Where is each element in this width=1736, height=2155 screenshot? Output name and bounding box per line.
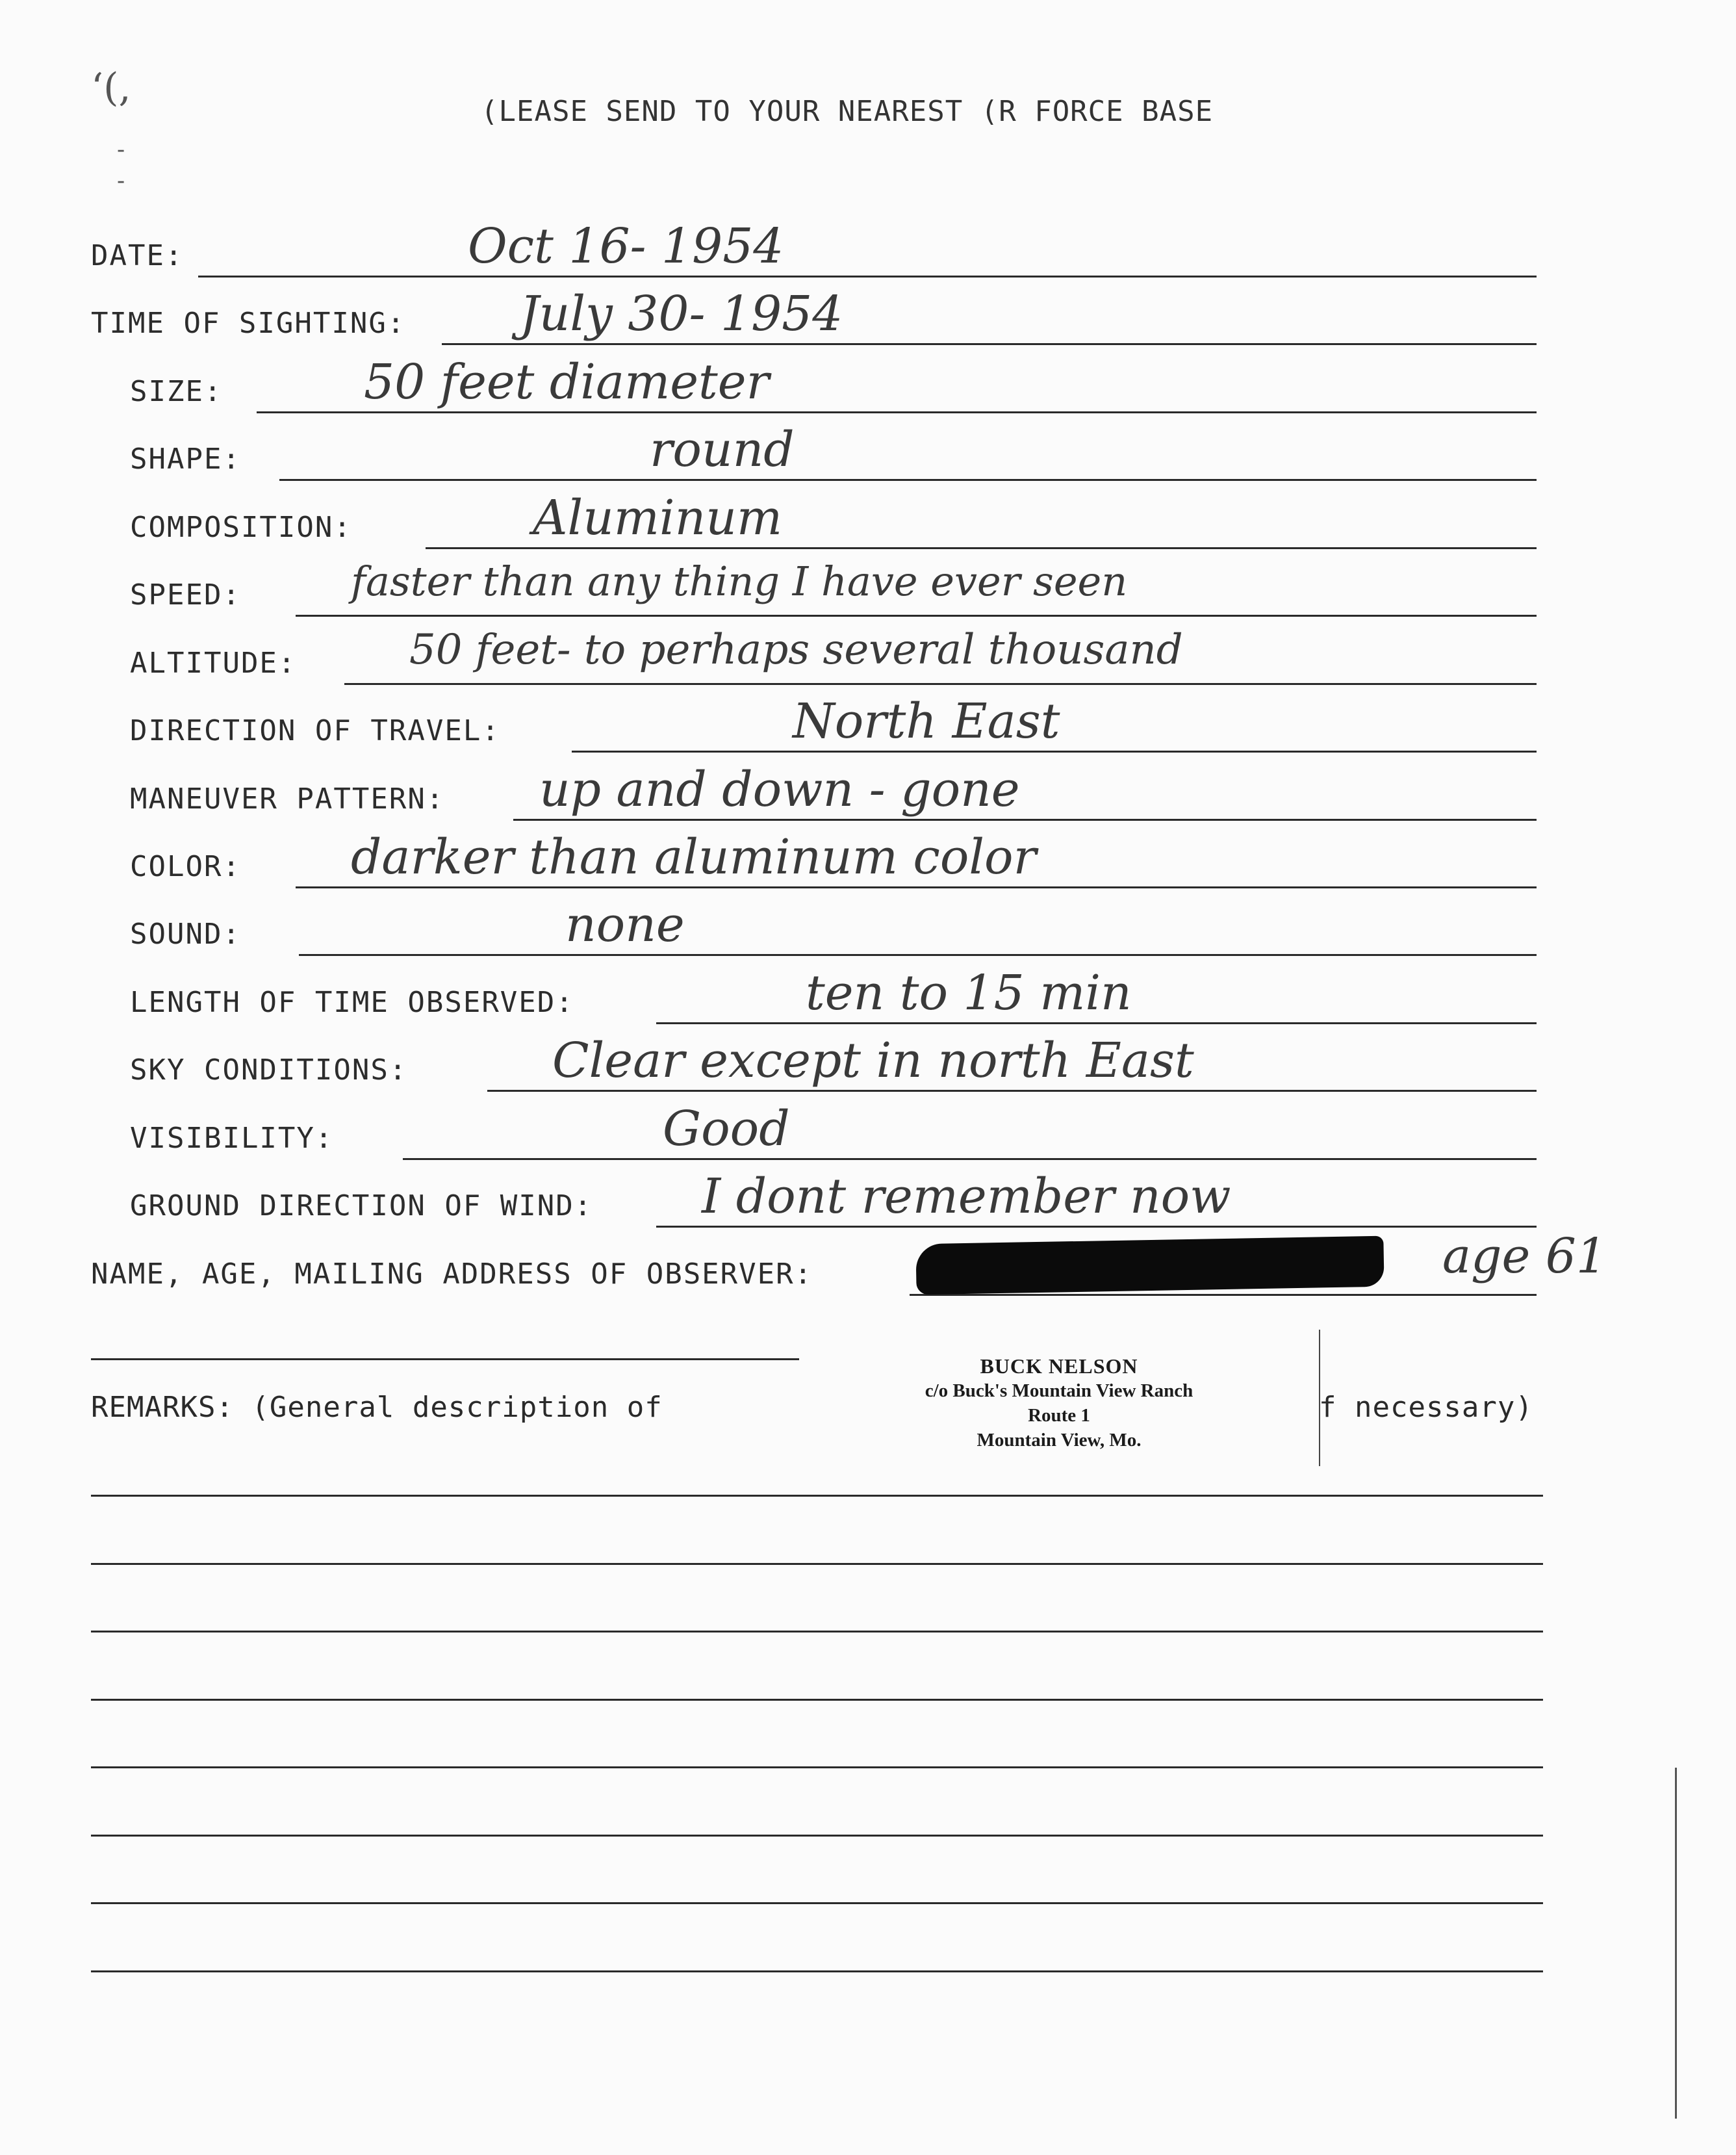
field-line — [344, 683, 1537, 685]
field-label: GROUND DIRECTION OF WIND: — [130, 1189, 593, 1222]
field-line — [442, 343, 1537, 345]
field-value: 50 feet- to perhaps several thousand — [409, 626, 1183, 674]
field-label: SPEED: — [130, 578, 241, 612]
margin-mark: - — [117, 168, 125, 194]
field-value: I dont remember now — [702, 1168, 1231, 1224]
field-label: COLOR: — [130, 850, 241, 883]
field-line — [513, 819, 1537, 821]
scan-edge-line — [1675, 1768, 1677, 2119]
field-date — [0, 218, 1736, 296]
field-label: TIME OF SIGHTING: — [91, 307, 406, 340]
remarks-line — [91, 1835, 1543, 1837]
field-label: LENGTH OF TIME OBSERVED: — [130, 986, 574, 1019]
margin-mark: ‘(, — [91, 65, 131, 110]
field-value: Good — [663, 1101, 790, 1157]
remarks-line — [91, 1766, 1543, 1768]
field-direction-of-travel — [0, 693, 1736, 771]
form-header: (LEASE SEND TO YOUR NEAREST (R FORCE BASE — [481, 95, 1214, 128]
stamp-line: Route 1 — [1028, 1405, 1090, 1426]
field-value: 50 feet diameter — [364, 354, 769, 410]
field-value: faster than any thing I have ever seen — [351, 558, 1128, 605]
field-sound — [0, 897, 1736, 974]
field-value: none — [565, 897, 685, 953]
field-value: ten to 15 min — [806, 965, 1132, 1021]
field-value: Aluminum — [533, 490, 783, 546]
remarks-label: REMARKS: (General description of — [91, 1391, 663, 1424]
field-line — [426, 547, 1537, 549]
margin-mark: - — [117, 136, 125, 163]
field-label: DATE: — [91, 239, 184, 272]
field-line — [656, 1022, 1537, 1024]
stamp-divider — [1319, 1330, 1320, 1466]
field-value: North East — [793, 693, 1060, 749]
remarks-line — [91, 1631, 1543, 1632]
stamp-name: BUCK NELSON — [980, 1354, 1138, 1378]
observer-age-note: age 61 — [1442, 1228, 1607, 1284]
field-value: Oct 16- 1954 — [468, 218, 784, 274]
remarks-line — [91, 1970, 1543, 1972]
field-value: Clear except in north East — [552, 1033, 1194, 1089]
remarks-line — [91, 1495, 1543, 1497]
field-line — [279, 479, 1537, 481]
field-label: VISIBILITY: — [130, 1122, 334, 1155]
remarks-line — [91, 1902, 1543, 1904]
field-shape — [0, 422, 1736, 499]
remarks-label-end: f necessary) — [1319, 1391, 1533, 1424]
stamp-line: Mountain View, Mo. — [976, 1430, 1142, 1451]
field-color — [0, 829, 1736, 907]
field-line — [299, 954, 1537, 956]
field-label: SKY CONDITIONS: — [130, 1053, 408, 1087]
redaction-mark — [915, 1236, 1384, 1295]
field-size — [0, 354, 1736, 432]
field-label: SOUND: — [130, 918, 241, 951]
field-sky-conditions — [0, 1033, 1736, 1110]
field-line — [257, 411, 1537, 413]
field-value: round — [650, 422, 795, 478]
field-label: SIZE: — [130, 375, 223, 408]
address-stamp — [806, 1331, 1312, 1461]
field-speed — [0, 558, 1736, 635]
stamp-line: c/o Buck's Mountain View Ranch — [925, 1380, 1194, 1401]
field-value: up and down - gone — [539, 762, 1020, 818]
remarks-top-line — [91, 1358, 799, 1360]
field-time-of-sighting — [0, 286, 1736, 363]
field-line — [910, 1294, 1537, 1296]
field-line — [572, 751, 1537, 753]
field-label: NAME, AGE, MAILING ADDRESS OF OBSERVER: — [91, 1258, 813, 1291]
field-line — [403, 1158, 1537, 1160]
field-label: SHAPE: — [130, 443, 241, 476]
field-line — [656, 1226, 1537, 1228]
remarks-line — [91, 1563, 1543, 1565]
field-line — [296, 886, 1537, 888]
field-label: ALTITUDE: — [130, 647, 297, 680]
field-label: DIRECTION OF TRAVEL: — [130, 714, 500, 747]
remarks-line — [91, 1699, 1543, 1701]
field-label: MANEUVER PATTERN: — [130, 782, 445, 816]
field-value: darker than aluminum color — [351, 829, 1036, 885]
field-value: July 30- 1954 — [520, 286, 843, 342]
field-line — [198, 276, 1537, 277]
field-line — [296, 615, 1537, 617]
field-line — [487, 1090, 1537, 1092]
field-label: COMPOSITION: — [130, 511, 352, 544]
